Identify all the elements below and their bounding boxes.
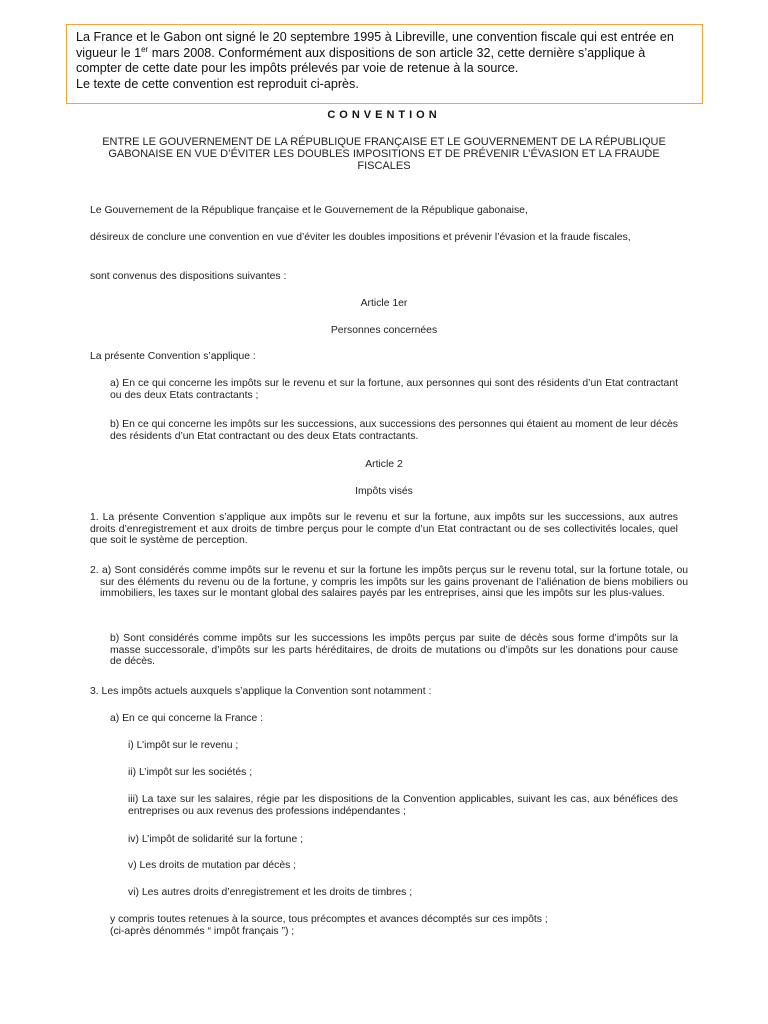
article-2-paragraph-3a: a) En ce qui concerne la France :: [110, 713, 264, 724]
intro-notice-box: [66, 24, 703, 104]
intro-line-2-post: mars 2008. Conformément aux dispositions de son article 32, cette dernière s’applique à: [148, 45, 646, 60]
convention-main-heading: ENTRE LE GOUVERNEMENT DE LA RÉPUBLIQUE FRANÇAISE ET LE GOUVERNEMENT DE LA RÉPUBLIQUE GABONAISE EN VUE D’ÉVITER LES DOUBLES IMPOSITIONS ET DE PRÉVENIR L’ÉVASION ET LA FRAUDE FISCALES: [102, 136, 666, 173]
article-2-paragraph-3: 3. Les impôts actuels auxquels s’applique la Convention sont notamment :: [90, 686, 432, 697]
preamble-agreed: sont convenus des dispositions suivantes :: [90, 271, 287, 282]
france-tax-item: iii) La taxe sur les salaires, régie par les dispositions de la Convention applicables, suivant les cas, aux bénéfices des entreprises ou aux revenus des professions indépendantes ;: [128, 794, 678, 817]
intro-line-1: La France et le Gabon ont signé le 20 septembre 1995 à Libreville, une convention fiscale qui est entrée en: [76, 30, 674, 44]
france-taxes-closing-1: y compris toutes retenues à la source, tous précomptes et avances décomptés sur ces impôts ;: [110, 914, 548, 925]
france-tax-item: iv) L’impôt de solidarité sur la fortune ;: [128, 834, 303, 845]
intro-superscript: er: [141, 44, 149, 54]
france-tax-item: vi) Les autres droits d’enregistrement et les droits de timbres ;: [128, 887, 413, 898]
intro-line-2: [76, 46, 694, 62]
france-tax-item: ii) L’impôt sur les sociétés ;: [128, 767, 253, 778]
article-2-number: Article 2: [365, 459, 403, 470]
france-taxes-closing-2: (ci-après dénommés “ impôt français ”) ;: [110, 926, 295, 937]
article-2-paragraph-2a: 2. a) Sont considérés comme impôts sur le revenu et sur la fortune les impôts perçus sur le revenu total, sur la fortune totale, ou sur des éléments du revenu ou de la fortune, y compris les impôts sur les gains provenant de l’aliénation de biens mobiliers ou immobiliers, les taxes sur le montant global des salaires payés par les entreprises, ainsi que les impôts sur les plus-values.: [90, 565, 688, 600]
article-1-intro: La présente Convention s’applique :: [90, 351, 256, 362]
france-tax-item: i) L’impôt sur le revenu ;: [128, 740, 239, 751]
intro-line-2-pre: vigueur le 1: [76, 45, 142, 60]
intro-line-3: compter de cette date pour les impôts prélevés par voie de retenue à la source.: [76, 61, 519, 75]
article-2-paragraph-2b: b) Sont considérés comme impôts sur les successions les impôts perçus par suite de décès sous forme d’impôts sur la masse successorale, d’impôts sur les parts héréditaires, de droits de mutations ou d’impôts sur les donations pour cause de décès.: [110, 633, 678, 668]
article-1-number: Article 1er: [360, 298, 408, 309]
convention-title: CONVENTION: [327, 109, 441, 121]
article-1-item-a: a) En ce qui concerne les impôts sur le revenu et sur la fortune, aux personnes qui sont des résidents d’un Etat contractant ou des deux Etats contractants ;: [110, 378, 678, 401]
france-tax-item: v) Les droits de mutation par décès ;: [128, 860, 297, 871]
article-2-title: Impôts visés: [355, 486, 413, 497]
article-1-item-b: b) En ce qui concerne les impôts sur les successions, aux successions des personnes qui étaient au moment de leur décès des résidents d’un Etat contractant ou des deux Etats contractants.: [110, 419, 678, 442]
article-2-paragraph-1: 1. La présente Convention s’applique aux impôts sur le revenu et sur la fortune, aux impôts sur les successions, aux autres droits d’enregistrement et aux droits de timbre perçus pour le compte d’un Etat contractant ou de ses collectivités locales, quel que soit le système de perception.: [90, 512, 678, 547]
preamble-governments: Le Gouvernement de la République française et le Gouvernement de la République gabonaise,: [90, 205, 528, 216]
preamble-purpose: désireux de conclure une convention en vue d’éviter les doubles impositions et prévenir l’évasion et la fraude fiscales,: [90, 232, 631, 243]
intro-line-4: Le texte de cette convention est reproduit ci-après.: [76, 76, 359, 91]
article-1-title: Personnes concernées: [330, 325, 438, 336]
